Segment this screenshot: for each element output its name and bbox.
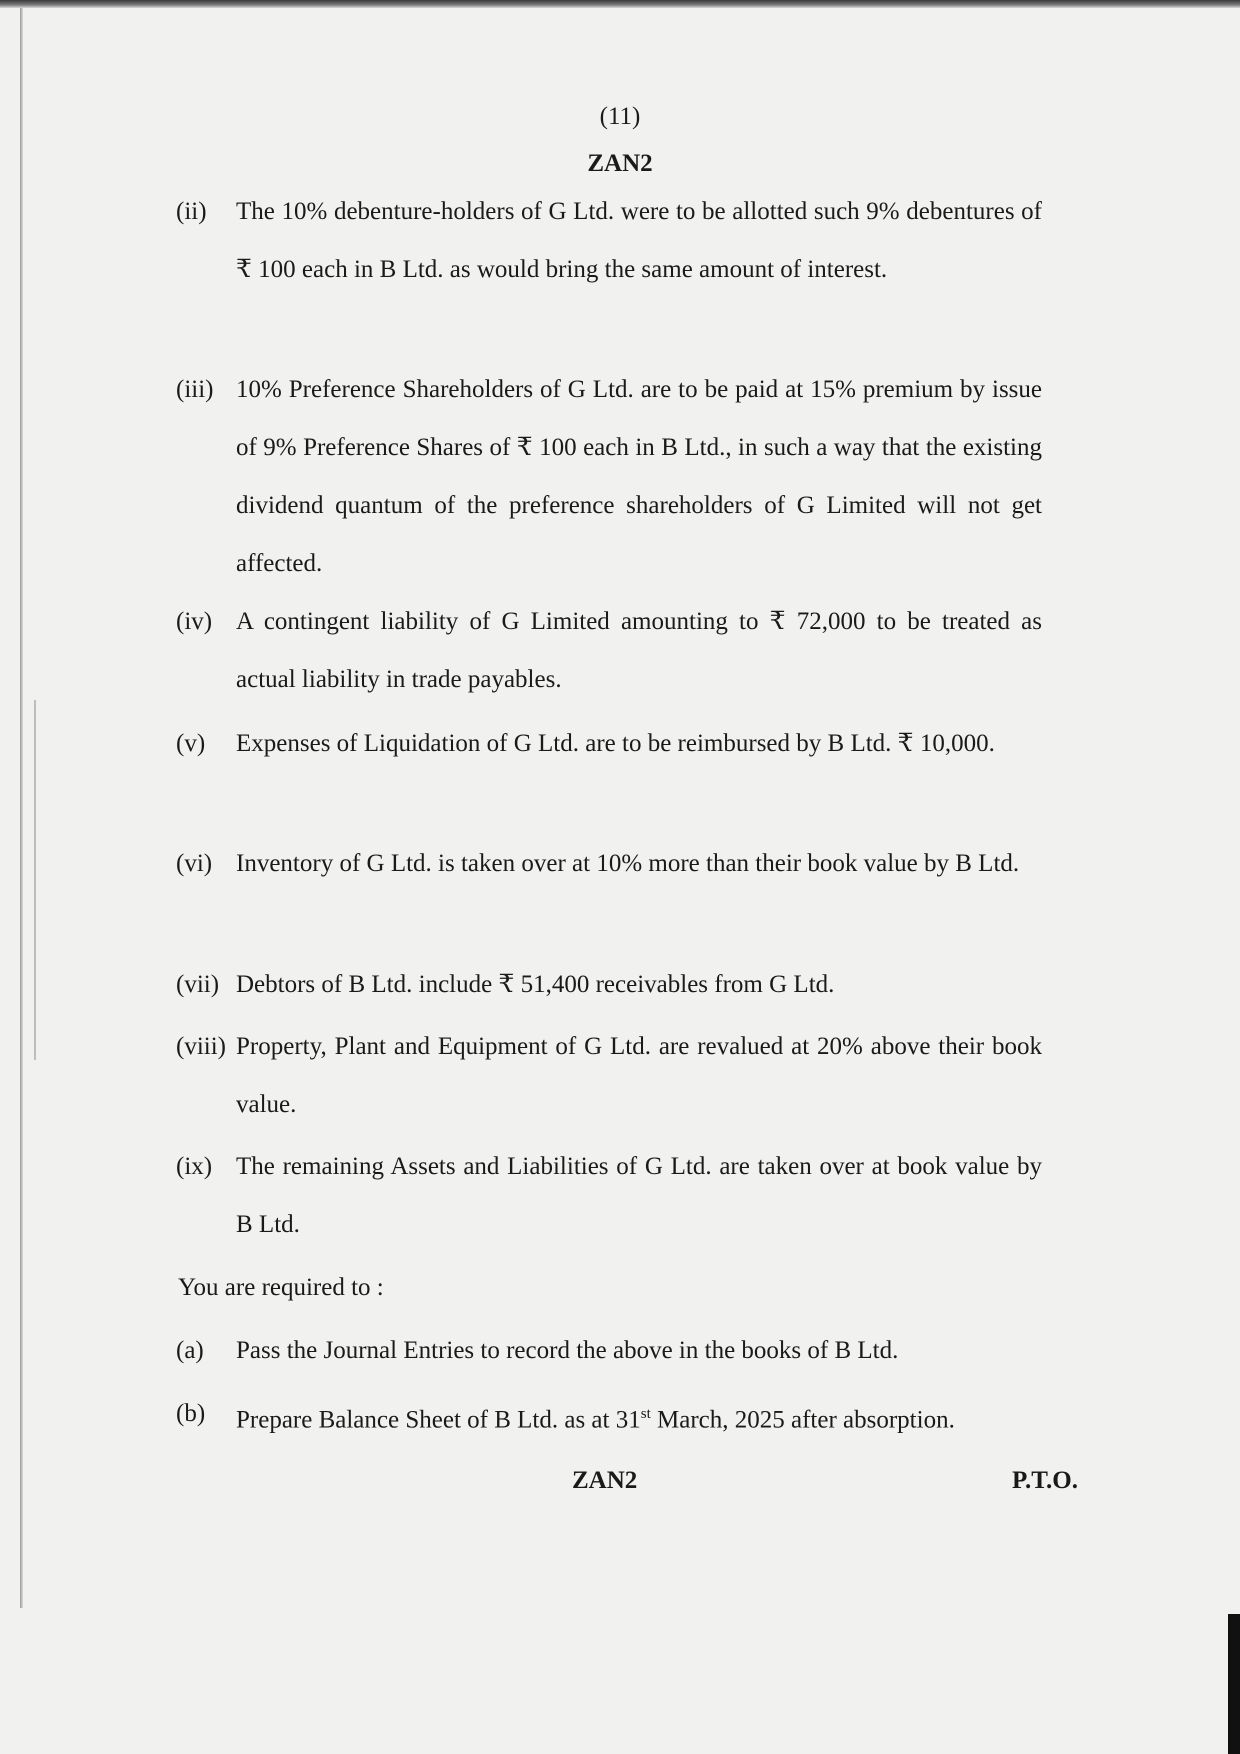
item-number: (iv) [176, 608, 213, 635]
item-text: Expenses of Liquidation of G Ltd. are to be reimbursed by B Ltd. ₹ 10,000. [236, 730, 995, 757]
item-number: (iii) [176, 376, 214, 403]
page-top-rule [0, 0, 1240, 8]
item-number: (viii) [176, 1033, 226, 1060]
please-turn-over: P.T.O. [1012, 1467, 1078, 1494]
page-number: (11) [599, 103, 641, 130]
task-text-end: March, 2025 after absorption. [650, 1406, 955, 1434]
item-number: (vi) [176, 850, 213, 877]
task-text [236, 1385, 1042, 1449]
item-text: Inventory of G Ltd. is taken over at 10% more than their book value by B Ltd. [236, 850, 1020, 877]
ordinal-superscript: st [640, 1406, 651, 1422]
list-item [176, 593, 1042, 709]
paper-code-header: ZAN2 [587, 150, 653, 177]
list-item [176, 1138, 1042, 1254]
item-text: Debtors of B Ltd. include ₹ 51,400 receivables from G Ltd. [236, 971, 835, 998]
paper-code-footer: ZAN2 [572, 1467, 638, 1494]
task-letter: (b) [176, 1400, 206, 1427]
list-item [176, 835, 1042, 893]
list-item [176, 361, 1042, 593]
item-text: 10% Preference Shareholders of G Ltd. are to be paid at 15% premium by issue of 9% Preference Shares of ₹ 100 each in B Ltd., in such a way that the existing dividend quantum of the preference shareholders of G Limited will not get affected. [236, 376, 1042, 577]
item-text: The remaining Assets and Liabilities of G Ltd. are taken over at book value by B Ltd. [236, 1153, 1042, 1238]
item-number: (ix) [176, 1153, 213, 1180]
task-item [176, 1322, 1042, 1380]
item-text: The 10% debenture-holders of G Ltd. were to be allotted such 9% debentures of ₹ 100 each in B Ltd. as would bring the same amount of interest. [236, 198, 1042, 283]
list-item [176, 1018, 1042, 1134]
page-left-edge [20, 8, 23, 1608]
list-item [176, 956, 1042, 1014]
task-text-start: Prepare Balance Sheet of B Ltd. as at 31 [236, 1406, 641, 1434]
scan-edge-bar [1228, 1614, 1240, 1754]
page-fold-mark [34, 700, 36, 1060]
list-item [176, 715, 1042, 773]
task-letter: (a) [176, 1337, 204, 1364]
required-intro: You are required to : [178, 1274, 384, 1301]
task-item [176, 1385, 1042, 1449]
item-text: A contingent liability of G Limited amounting to ₹ 72,000 to be treated as actual liability in trade payables. [236, 608, 1042, 693]
item-number: (v) [176, 730, 206, 757]
task-text: Pass the Journal Entries to record the above in the books of B Ltd. [236, 1337, 899, 1364]
item-number: (ii) [176, 198, 207, 225]
item-number: (vii) [176, 971, 220, 998]
item-text: Property, Plant and Equipment of G Ltd. are revalued at 20% above their book value. [236, 1033, 1042, 1118]
list-item [176, 183, 1042, 299]
